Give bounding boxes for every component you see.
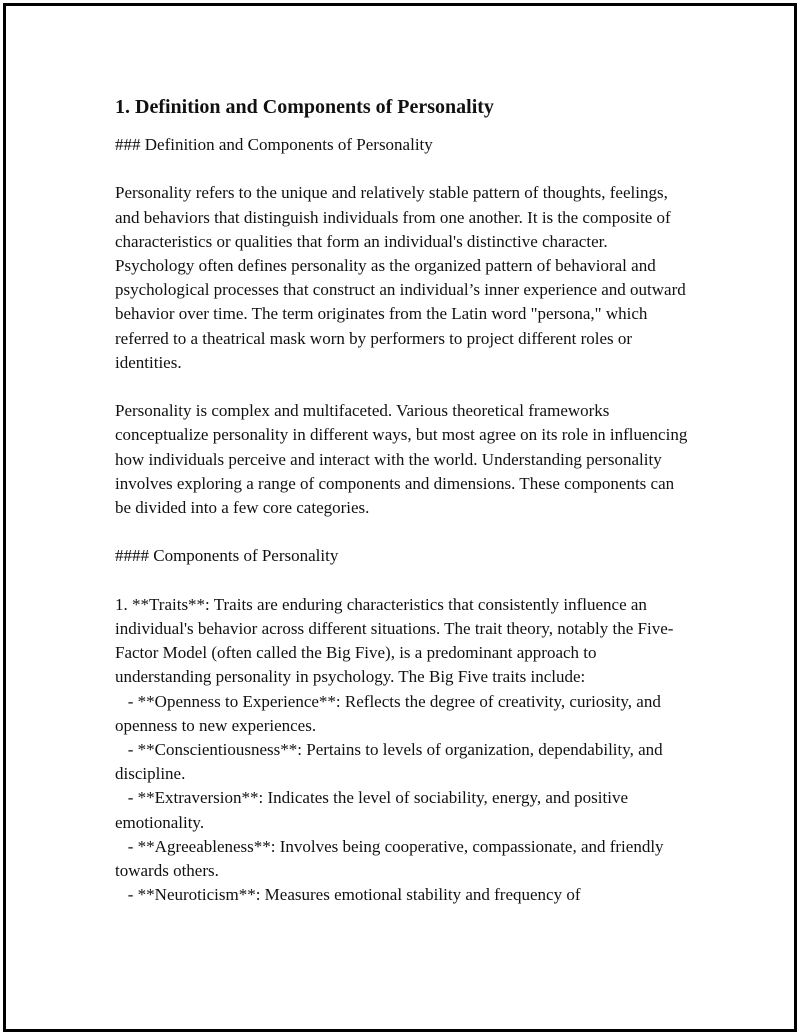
blank-line [115, 520, 690, 544]
subsection-heading: #### Components of Personality [115, 546, 339, 566]
list-item-traits: 1. **Traits**: Traits are enduring characteristics that consistently influence an individual's behavior across different situations. The trait theory, notably the Five-Factor Model (often called the Big Five), is a predominant approach to understanding personality in psychology. The Big Five traits include: [115, 594, 674, 687]
trait-item-openness: - **Openness to Experience**: Reflects the degree of creativity, curiosity, and openness to new experiences. [115, 691, 666, 735]
document-body [115, 94, 690, 907]
document-title: 1. Definition and Components of Personality [115, 96, 494, 118]
trait-item-conscientiousness: - **Conscientiousness**: Pertains to levels of organization, dependability, and discipline. [115, 740, 667, 784]
trait-item-agreeableness: - **Agreeableness**: Involves being cooperative, compassionate, and friendly towards others. [115, 836, 668, 881]
paragraph-definition: Personality refers to the unique and relatively stable pattern of thoughts, feelings, and behaviors that distinguish individuals from one another. It is the composite of characteristics or qualities that form an individual's distinctive character. Psychology often defines personality as the organized pattern of behavioral and psychological processes that construct an individual’s inner experience and outward behavior over time. The term originates from the Latin word "persona," which referred to a theatrical mask worn by performers to project different roles or identities. [115, 183, 690, 372]
section-heading: ### Definition and Components of Personality [115, 135, 433, 154]
blank-line [115, 569, 690, 593]
trait-item-neuroticism: - **Neuroticism**: Measures emotional stability and frequency of [115, 885, 581, 905]
blank-line [115, 375, 690, 399]
paragraph-complexity: Personality is complex and multifaceted. Various theoretical frameworks conceptualize personality in different ways, but most agree on its role in influencing how individuals perceive and interact with the world. Understanding personality involves exploring a range of components and dimensions. These components can be divided into a few core categories. [115, 401, 692, 518]
blank-line [115, 157, 690, 181]
trait-item-extraversion: - **Extraversion**: Indicates the level of sociability, energy, and positive emotionality. [115, 788, 633, 832]
